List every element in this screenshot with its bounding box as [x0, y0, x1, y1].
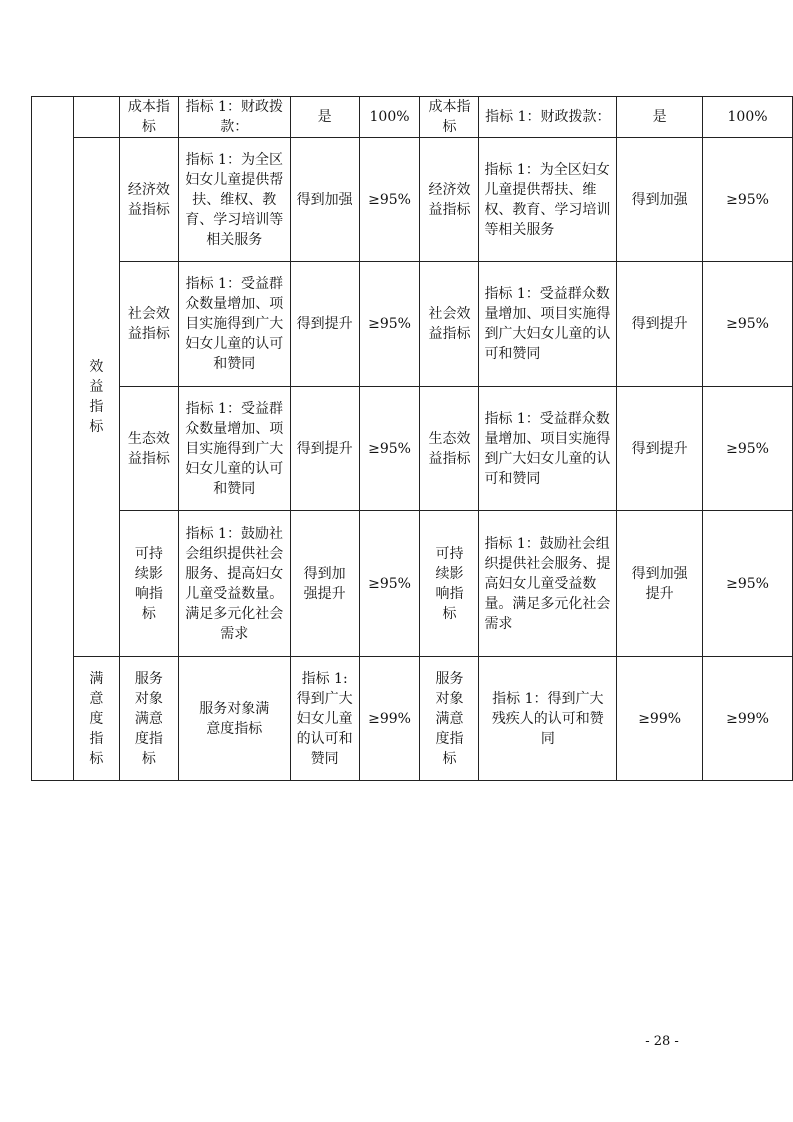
page-number: - 28 -: [645, 1034, 679, 1049]
indicator-cell: 指标 1：受益群众数量增加、项目实施得到广大妇女儿童的认可和赞同: [479, 387, 617, 511]
indicator-name-cell: 经济效益指标: [420, 138, 479, 262]
value-cell: 是: [290, 97, 359, 138]
indicator-cell: 指标 1：受益群众数量增加、项目实施得到广大妇女儿童的认可和赞同: [178, 387, 290, 511]
level1-benefit-cell: 效益指标: [73, 138, 119, 657]
indicator-cell: 指标 1：受益群众数量增加、项目实施得到广大妇女儿童的认可和赞同: [178, 262, 290, 387]
value-cell: 得到提升: [617, 262, 703, 387]
target-cell: ≥95%: [359, 262, 420, 387]
value-cell: ≥99%: [617, 657, 703, 781]
indicator-name-cell: 生态效益指标: [119, 387, 178, 511]
target-cell: ≥99%: [359, 657, 420, 781]
indicator-name-cell: 生态效益指标: [420, 387, 479, 511]
level1-blank-cell: [73, 97, 119, 138]
value-cell: 得到加强: [617, 138, 703, 262]
target-cell: ≥95%: [703, 138, 793, 262]
indicator-cell: 指标 1：财政拨款：: [479, 97, 617, 138]
table-row: [32, 262, 793, 387]
value-cell: 得到提升: [290, 262, 359, 387]
table-row: [32, 138, 793, 262]
outer-blank-cell: [32, 97, 74, 781]
table-row: [32, 387, 793, 511]
target-cell: ≥99%: [703, 657, 793, 781]
table-row: [32, 657, 793, 781]
value-cell: 得到提升: [290, 387, 359, 511]
indicator-cell: 指标 1：为全区妇女儿童提供帮扶、维权、教育、学习培训等相关服务: [178, 138, 290, 262]
indicator-name-cell: 服务对象满意度指标: [420, 657, 479, 781]
target-cell: ≥95%: [359, 511, 420, 657]
indicator-cell: 服务对象满意度指标: [178, 657, 290, 781]
value-cell: 得到加强提升: [617, 511, 703, 657]
target-cell: 100%: [703, 97, 793, 138]
indicator-name-cell: 经济效益指标: [119, 138, 178, 262]
target-cell: ≥95%: [359, 387, 420, 511]
target-cell: ≥95%: [359, 138, 420, 262]
indicator-name-cell: 成本指标: [420, 97, 479, 138]
indicator-name-cell: 可持续影响指标: [420, 511, 479, 657]
target-cell: ≥95%: [703, 511, 793, 657]
indicator-name-cell: 社会效益指标: [119, 262, 178, 387]
table-row: [32, 97, 793, 138]
indicator-name-cell: 服务对象满意度指标: [119, 657, 178, 781]
indicator-cell: 指标 1：受益群众数量增加、项目实施得到广大妇女儿童的认可和赞同: [479, 262, 617, 387]
indicator-name-cell: 成本指标: [119, 97, 178, 138]
value-cell: 指标 1:得到广大妇女儿童的认可和赞同: [290, 657, 359, 781]
table-row: [32, 511, 793, 657]
indicator-name-cell: 社会效益指标: [420, 262, 479, 387]
indicator-cell: 指标 1：鼓励社会组织提供社会服务、提高妇女儿童受益数量。满足多元化社会需求: [479, 511, 617, 657]
value-cell: 得到提升: [617, 387, 703, 511]
value-cell: 得到加强: [290, 138, 359, 262]
target-cell: ≥95%: [703, 262, 793, 387]
value-cell: 得到加强提升: [290, 511, 359, 657]
performance-table: [31, 96, 793, 781]
target-cell: ≥95%: [703, 387, 793, 511]
level1-satisfaction-cell: 满意度指标: [73, 657, 119, 781]
indicator-cell: 指标 1：得到广大残疾人的认可和赞同: [479, 657, 617, 781]
indicator-name-cell: 可持续影响指标: [119, 511, 178, 657]
indicator-cell: 指标 1：鼓励社会组织提供社会服务、提高妇女儿童受益数量。满足多元化社会需求: [178, 511, 290, 657]
target-cell: 100%: [359, 97, 420, 138]
indicator-cell: 指标 1：为全区妇女儿童提供帮扶、维权、教育、学习培训等相关服务: [479, 138, 617, 262]
value-cell: 是: [617, 97, 703, 138]
indicator-cell: 指标 1：财政拨款：: [178, 97, 290, 138]
